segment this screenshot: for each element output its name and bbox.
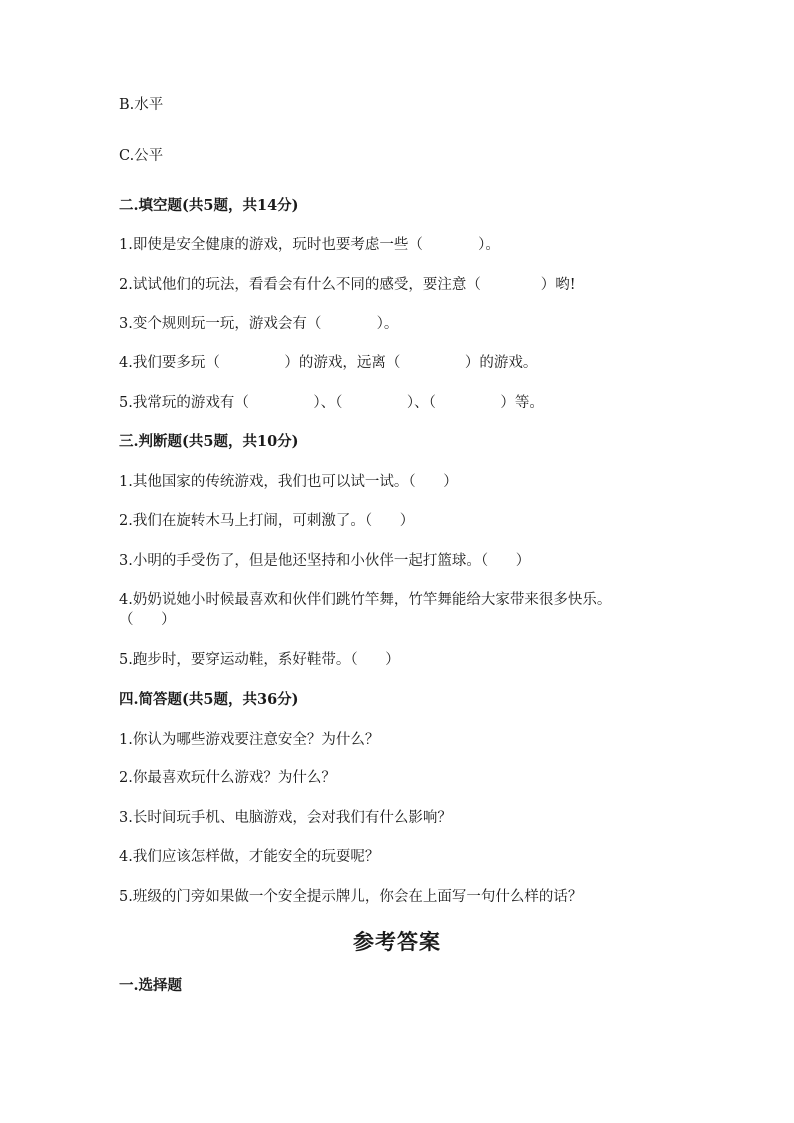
answer-key-title: 参考答案 [353, 929, 441, 954]
short-question-4: 4.我们应该怎样做，才能安全的玩耍呢？ [119, 849, 380, 865]
section-heading-judge: 三.判断题(共5题，共10分) [119, 433, 299, 450]
option-b: B.水平 [119, 97, 164, 113]
fill-question-4: 4.我们要多玩（ ）的游戏，远离（ ）的游戏。 [119, 355, 538, 371]
section-heading-fill: 二.填空题(共5题，共14分) [119, 197, 299, 214]
short-question-5: 5.班级的门旁如果做一个安全提示牌儿，你会在上面写一句什么样的话？ [119, 889, 583, 905]
short-question-3: 3.长时间玩手机、电脑游戏，会对我们有什么影响？ [119, 810, 452, 826]
fill-question-2: 2.试试他们的玩法，看看会有什么不同的感受，要注意（ ）哟! [119, 277, 576, 293]
fill-question-1: 1.即使是安全健康的游戏，玩时也要考虑一些（ ）。 [119, 237, 500, 253]
judge-question-5: 5.跑步时，要穿运动鞋，系好鞋带。（ ） [119, 652, 400, 668]
fill-question-3: 3.变个规则玩一玩，游戏会有（ ）。 [119, 316, 399, 332]
judge-question-1: 1.其他国家的传统游戏，我们也可以试一试。（ ） [119, 474, 458, 490]
judge-question-2: 2.我们在旋转木马上打闹，可刺激了。（ ） [119, 513, 415, 529]
fill-question-5: 5.我常玩的游戏有（ ）、（ ）、（ ）等。 [119, 395, 544, 411]
option-c: C.公平 [119, 148, 164, 164]
judge-question-4: 4.奶奶说她小时候最喜欢和伙伴们跳竹竿舞，竹竿舞能给大家带来很多快乐。 [119, 592, 612, 608]
answer-section-heading-choice: 一.选择题 [119, 977, 183, 994]
judge-question-4-bracket: （ ） [119, 612, 176, 628]
judge-question-3: 3.小明的手受伤了，但是他还坚持和小伙伴一起打篮球。（ ） [119, 553, 531, 569]
short-question-1: 1.你认为哪些游戏要注意安全？为什么？ [119, 732, 380, 748]
section-heading-short: 四.简答题(共5题，共36分) [119, 691, 299, 708]
short-question-2: 2.你最喜欢玩什么游戏？为什么？ [119, 770, 336, 786]
